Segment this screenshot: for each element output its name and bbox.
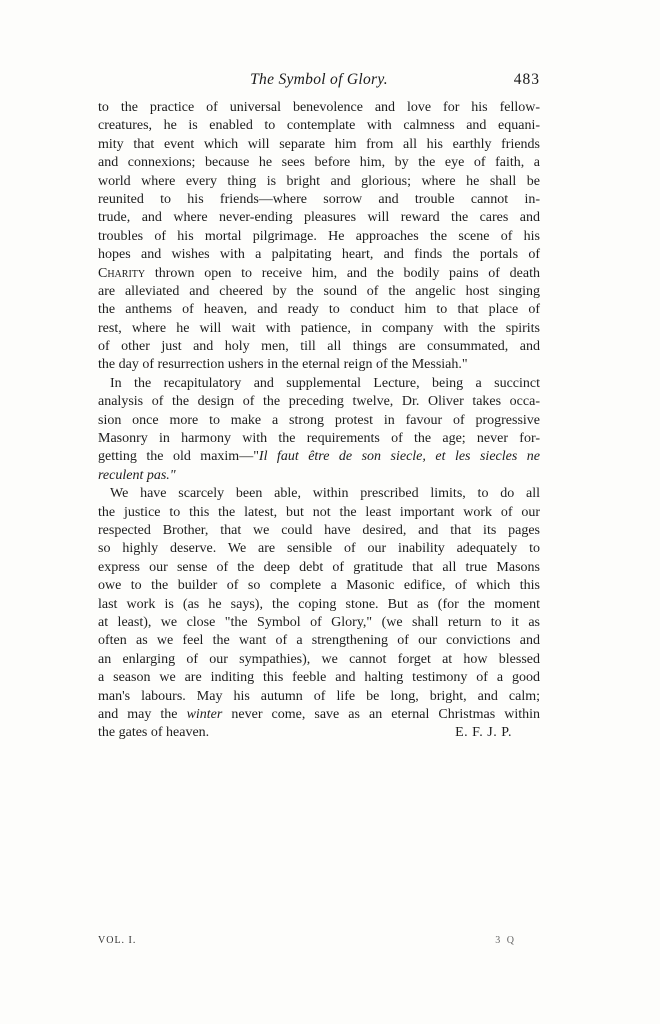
text-line: often as we feel the want of a strengthening of our convictions and — [98, 633, 540, 649]
text-line: sion once more to make a strong protest in favour of progressive — [98, 412, 540, 428]
text-line: to the practice of universal benevolence and love for his fellow- — [98, 100, 540, 115]
text-line: and may the winter never come, save as an eternal Christmas within — [98, 706, 540, 722]
text-line: man's labours. May his autumn of life be long, bright, and calm; — [98, 688, 540, 704]
running-title: The Symbol of Glory. — [250, 71, 388, 88]
text-line: In the recapitulatory and supplemental Lecture, being a succinct — [110, 375, 540, 391]
text-line: We have scarcely been able, within prescribed limits, to do all — [110, 486, 540, 502]
closing-text: the gates of heaven. — [98, 725, 210, 741]
text-line: an enlarging of our sympathies), we cannot forget at how blessed — [98, 651, 540, 667]
text-line: Masonry in harmony with the requirements of the age; never for- — [98, 431, 540, 447]
text-line: a season we are inditing this feeble and halting testimony of a good — [98, 670, 540, 686]
paragraph-2 — [98, 375, 540, 485]
text-line: analysis of the design of the preceding twelve, Dr. Oliver takes occa- — [98, 394, 540, 410]
text-line: world where every thing is bright and glorious; where he shall be — [98, 173, 540, 189]
text-line: express our sense of the deep debt of gratitude that all true Masons — [98, 559, 540, 575]
page-number: 483 — [513, 71, 540, 88]
text-line: mity that event which will separate him from all his earthly friends — [98, 136, 540, 152]
text-line: of other just and holy men, till all things are consummated, and — [98, 339, 540, 355]
text-line-charity: Charity thrown open to receive him, and the bodily pains of death — [98, 265, 540, 281]
signature-mark: 3 Q — [495, 935, 516, 946]
text-line: reunited to his friends—where sorrow and trouble cannot in- — [98, 191, 540, 207]
author-signature: E. F. J. P. — [455, 725, 512, 741]
paragraph-1 — [98, 99, 540, 375]
text-line: at least), we close "the Symbol of Glory," (we shall return to it as — [98, 614, 540, 630]
text-line-maxim: getting the old maxim—"Il faut être de son siecle, et les siecles ne — [98, 449, 540, 465]
text-line: creatures, he is enabled to contemplate with calmness and equani- — [98, 118, 540, 134]
text-line: the justice to this the latest, but not the least important work of our — [98, 504, 540, 520]
body-text — [98, 99, 540, 743]
page-footer — [98, 935, 516, 951]
closing-line — [98, 724, 540, 742]
text-line: rest, where he will wait with patience, in company with the spirits — [98, 320, 540, 336]
running-head — [98, 71, 540, 95]
volume-label: VOL. I. — [98, 935, 137, 946]
styled-word: winter — [186, 706, 223, 722]
text-line: troubles of his mortal pilgrimage. He approaches the scene of his — [98, 228, 540, 244]
text-line: are alleviated and cheered by the sound of the angelic host singing — [98, 283, 540, 299]
text-line: respected Brother, that we could have desired, and that its pages — [98, 522, 540, 538]
styled-word: Il faut être de son siecle, et les siecles ne — [258, 449, 540, 465]
text-line: the day of resurrection ushers in the eternal reign of the Messiah." — [98, 357, 468, 373]
styled-word: Charity — [98, 265, 146, 281]
text-line: the anthems of heaven, and ready to conduct him to that place of — [98, 302, 540, 318]
text-line: hopes and wishes with a palpitating heart, and finds the portals of — [98, 247, 540, 263]
text-line: so highly deserve. We are sensible of our inability adequately to — [98, 541, 540, 557]
text-line: owe to the builder of so complete a Masonic edifice, of which this — [98, 578, 540, 594]
text-line: last work is (as he says), the coping stone. But as (for the moment — [98, 596, 540, 612]
text-line: and connexions; because he sees before him, by the eye of faith, a — [98, 155, 540, 171]
paragraph-3 — [98, 485, 540, 742]
text-line-maxim-end: reculent pas." — [98, 467, 176, 483]
text-line: trude, and where never-ending pleasures will reward the cares and — [98, 210, 540, 226]
